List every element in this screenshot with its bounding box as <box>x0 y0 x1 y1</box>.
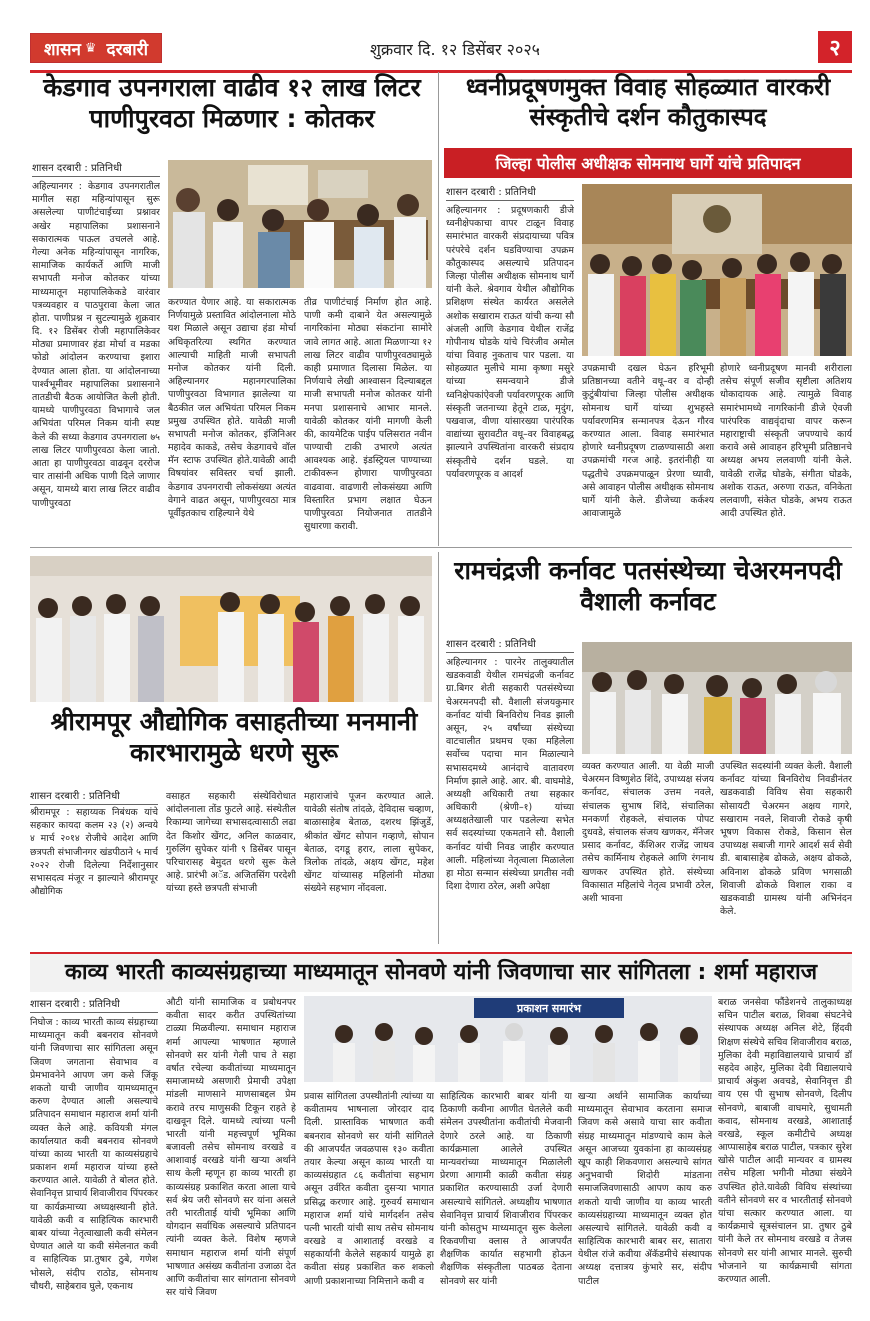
story4-byline: शासन दरबारी : प्रतिनिधी <box>446 636 574 653</box>
story4-col3: उपस्थित सदस्यांनी व्यक्त केली. वैशाली कर्नावट यांच्या बिनविरोध निवडीनंतर खडकवाडी विविध सेवा सहकारी सोसायटी चेअरमन अक्षय गागरे, सखाराम नवले, शिवाजी रोकडे कृषी भूषण विकास रोकडे, किसान सेल उपाध्यक्ष सबाजी गागरे आदर्श सर्व सेवी डी. बाबासाहेब ढोकळे, अक्षय ढोकळे, अविनाश ढोकळे प्रविण भगसाळी शिवाजी ढोकळे विशाल राका व खडकवाडी ग्रामस्थ यांनी अभिनंदन केले. <box>720 761 852 918</box>
emblem-icon: ♛ <box>84 40 97 56</box>
issue-date: शुक्रवार दि. १२ डिसेंबर २०२५ <box>370 40 540 59</box>
story1-byline: शासन दरबारी : प्रतिनिधी <box>32 160 160 177</box>
masthead-logo <box>30 33 162 63</box>
story5-col1: निघोज : काव्य भारती काव्य संग्रहाच्या माध्यमातून कवी बबनराव सोनवणे यांनी जिवणाचा सार सांगितला असून जिवण जगताना सेवाभाव व प्रेमभावनेने आपण जग कसे जिंकू शकतो याची जाणीव यामध्यमातून करुण देण्यात आली असल्याचे प्रतिपादन समाधान महाराज शर्मा यांनी व्यक्त केले आहे. कवियत्री मंगल कार्यालयात कवी बबनराव सोनवणे यांच्या काव्य भारती या काव्यसंग्रहाचे प्रकाशन शर्मा महाराज यांच्या हस्ते करण्यात आले. यावेळी ते बोलत होते. सेवानिवृत्त प्राचार्य शिवाजीराव पिंपरकर या कार्यक्रमाच्या अध्यक्षस्थानी होते. यावेळी कवी व साहित्यिक कारभारी बाबर यांच्या नेतृत्वाखाली कवी संमेलन घेण्यात आले या कवी संमेलनात कवी व साहित्यिक प्रा.तुषार ठुबे, गणेश भोसले, संदीप राठोड, सोमनाथ चौधरी, साहेबराव घुले, एकनाथ <box>30 1017 158 1292</box>
brand-right: दरबारी <box>106 39 148 60</box>
column-divider <box>438 72 439 546</box>
story5-col4: साहित्यिक कारभारी बाबर यांनी या ठिकाणी कवीना आणीत घेतलेले कवी संमेलन उपस्थीतांना कवीतांची मेजवानी देणारे ठरले आहे. या ठिकाणी कार्यक्रमाला आलेले उपस्थित मान्यवरांच्या माध्यमातून मिळालेली प्रेरणा आगामी काळी कवीता संग्रह प्रकाशित करण्यासाठी उर्जा देणारी असल्याचे सांगितले. अध्यक्षीय भाषणात सेवानिवृत्त प्राचार्य शिवाजीराव पिंपरकर यांनी कोसतुभ माध्यमातून सुरू केलेला रिकवणीचा क्लास ते आजपर्यंत शैक्षणिक कार्यात सहभागी होऊन शैक्षणिक संस्कृतीला पाठबळ देताना सोनवणे सर यांनी <box>440 1091 572 1287</box>
story5-headline: काव्य भारती काव्यसंग्रहाच्या माध्यमातून सोनवणे यांनी जिवणाचा सार सांगितला : शर्मा महाराज <box>30 952 852 992</box>
story1-col3: तीव्र पाणीटंचाई निर्माण होत आहे. पाणी कमी दाबाने येत असल्यामुळे नागरिकांना मोठ्या संकटांना सामोरे जावे लागत आहे. आता मिळणाऱ्या १२ लाख लिटर वाढीव पाणीपुरवठ्यामुळे काही प्रमाणात दिलासा मिळेल. या निर्णयाचे लेखी आश्वासन दिल्याबद्दल माजी सभापती मनोज कोतकर यांनी मनपा प्रशासनाचे आभार मानले. यावेळी कोतकर यांनी मागणी केली की, कायमेटिक पाईप पलिसरात नवीन पाण्याची टाकी उभारणे अत्यंत आवश्यक आहे. इंडस्ट्रियल पाण्याच्या टाकीवरून होणारा पाणीपुरवठा वाढवावा. वाढणारी लोकसंख्या आणि विस्तारित प्रभाग लक्षात घेऊन पाणीपुरवठा नियोजनात तातडीने सुधारणा करावी. <box>304 297 432 533</box>
story5-col5: खऱ्या अर्थाने सामाजिक कार्याच्या माध्यमातून सेवाभाव करताना समाज जिवण कसे असावे याचा सार कवीता संग्रह माध्यमातून मांडण्याचे काम केले असून आजच्या युवकांना हा काव्यसंग्रह खूप काही शिकवणारा असल्याचे सांगत अनुभवाची शिदोरी मांडताना समाजजिवणासाठी आपण काय करु शकतो याची जाणीव या काव्य भारती काव्यसंग्रहाच्या माध्यमातून व्यक्त होत असल्याचे सांगितले. यावेळी कवी व साहित्यिक कारभारी बाबर सर, सातारा येथील रांजे कवीया ॲकॅडमीचे संस्थापक अध्यक्ष दत्तात्रय कुंभारे सर, संदीप पाटील <box>578 1091 712 1287</box>
story4-photo <box>582 642 852 754</box>
story5-col3: प्रवास सांगितला उपस्थीतांनी त्यांच्या या कवीतामय भाषनाला जोरदार दाद दिली. प्रास्ताविक भाषणात कवी बबनराव सोनवणे सर यांनी सांगितले की आजपर्यंत जवळपास १३० कवीता तयार केल्या असून काव्य भारती या काव्यसंग्रहात ८६ कवीतांचा सहभाग असून उर्वरित कवीता दुसऱ्या भागात प्रसिद्ध करणार आहे. गुरुवर्य समाधान महाराज शर्मा यांचे मार्गदर्शन तसेच पत्नी भारती यांची साथ तसेच सोमनाथ वरखडे व आशाताई वरखडे व सहकार्यानी केलेले सहकार्य यामुळे हा कवीता संग्रह प्रकाशित करु शकलो आणी प्रकाशनाच्या निमित्ताने कवी व <box>304 1091 434 1287</box>
story2-photo <box>582 184 852 356</box>
story2-byline: शासन दरबारी : प्रतिनिधी <box>446 184 574 201</box>
story4-headline: रामचंद्रजी कर्नावट पतसंस्थेच्या चेअरमनपदी वैशाली कर्नावट <box>454 556 842 617</box>
story2-col3: होणारे ध्वनीप्रदूषण मानवी शरीराला तसेच संपूर्ण सजीव सृष्टीला अतिशय धोकादायक आहे. त्यामुळे विवाह समारंभामध्ये नागरिकांनी डीजे ऐवजी पारंपरिक वाद्यवृंदाचा वापर करून महाराष्ट्राची संस्कृती जपण्याचे कार्य करावे असे आवाहन हरिभूमी प्रतिष्ठानचे अध्यक्ष अभय ललवाणी यांनी केले. यावेळी राजेंद्र घोडके, संगीता घोडके, अशोक राऊत, अरुणा राऊत, वनिकेता ललवाणी, संकेत घोडके, अभय राऊत आदी उपस्थित होते. <box>720 363 852 520</box>
story2-headline: ध्वनीप्रदूषणमुक्त विवाह सोहळ्यात वारकरी संस्कृतीचे दर्शन कौतुकास्पद <box>465 73 831 131</box>
story5-col6: बराळ जनसेवा फौंडेशनचे तालुकाध्यक्ष सचिन पाटील बराळ, शिवबा संघटनेचे संस्थापक अध्यक्ष अनिल शेटे, हिंदवी शिक्षण संस्थेचे सचिव शिवाजीराव बराळ, मुलिका देवी महाविद्यालयाचे प्राचार्य डॉ सहदेव आहेर, मुलिका देवी विद्यालयाचे प्राचार्य अंकुश अवचडे, सेवानिवृत्त डी वाय एस पी सुभाष सोनवणे, दिलीप सोनवणे, बाबाजी वाघमारे, सुधामती कवाद, सोमनाथ वरखडे, आशाताई वरखडे, स्कूल कमीटीचे अध्यक्ष आप्पासाहेब बराळ पाटील, पत्रकार सुरेश खोसे पाटील आदी मान्यवर व ग्रामस्थ तसेच महिला भगीनी मोठ्या संख्येने उपस्थित होते.यावेळी विविध संस्थांच्या वतीने सोनवणे सर व भारतीताई सोनवणे यांचा सत्कार करण्यात आला. या कार्यक्रमाचे सूत्रसंचालन प्रा. तुषार ठुबे यांनी केले तर सोमनाथ वरखडे व तेजस सोनवणे सर यांनी आभार मानले. सुरुची भोजनाने या कार्यक्रमाची सांगता करण्यात आली. <box>718 997 852 1285</box>
event-banner: प्रकाशन समारंभ <box>516 1001 582 1015</box>
story4-col2: व्यक्त करण्यात आली. या वेळी माजी चेअरमन विष्णुशेठ शिंदे, उपाध्यक्ष संजय कर्नावट, संचालक उत्तम नवले, संचालक सुभाष शिंदे, संचालिका मनकर्णा रोहकले, संचालक पोपट दुधवडे, संचालक संजय खणकर, मॅनेजर प्रसाद कर्नावट, कॅशिअर राजेंद्र जाधव तसेच कार्मिनाथ रोहकले आणि रंगनाथ खणकर उपस्थित होते. संस्थेच्या विकासात महिलांचे नेतृत्व प्रभावी ठरेल, अशी भावना <box>582 761 714 904</box>
page-number: २ <box>818 31 852 63</box>
story3-col3: महाराजांचे पूजन करण्यात आले. यावेळी संतोष तांदळे, देविदास चव्हाण, बाळासाहेब बेताळ, दशरथ झिंजुर्डे, श्रीकांत खेंगट सोपान गव्हाणे, सोपान बेताळ, दगडू हरार, लाला सुपेकर, त्रिलोक तांदळे, अक्षय खेंगट, महेश खेंगट यांच्यासह महिलांनी मोठ्या संख्येने सहभाग नोंदवला. <box>304 791 434 895</box>
column-divider <box>438 552 439 944</box>
story3-headline: श्रीरामपूर औद्योगिक वसाहतीच्या मनमानी कारभारामुळे धरणे सुरू <box>50 707 418 768</box>
story3-col2: वसाहत सहकारी संस्थेविरोधात आंदोलनाला तोंड फुटले आहे. संस्थेतील रिकाम्या जागेच्या सभासदत्वासाठी लढा देत किशोर खेंगट, अनिल काळवार, गुरुलिंग सुपेकर यांनी ९ डिसेंबर पासून परिचारासह बेमुदत धरणे सुरू केले आहे. प्रारंभी अॅड. अजितसिंग परदेशी यांच्या हस्ते छत्रपती संभाजी <box>166 791 296 895</box>
story1-headline: केडगाव उपनगराला वाढीव १२ लाख लिटर पाणीपुरवठा मिळणार : कोतकर <box>43 73 421 134</box>
story4-col1: अहिल्यानगर : पारनेर तालुक्यातील खडकवाडी येथील रामचंद्रजी कर्नावट ग्रा.बिगर शेती सहकारी पतसंस्थेच्या चेअरमनपदी सौ. वैशाली संजयकुमार कर्नावट यांची बिनविरोध निवड झाली असून, २५ वर्षांच्या संस्थेच्या वाटचालीत प्रथमच एका महिलेला सर्वोच्च पदाचा मान मिळाल्याने सभासदमध्ये आनंदाचे वातावरण निर्माण झाले आहे. आर. बी. वाघमोडे, अध्यक्षी अधिकारी तथा सहकार अधिकारी (श्रेणी–१) यांच्या अध्यक्षतेखाली पार पडलेल्या सभेत सर्व सदस्यांच्या एकमताने सौ. वैशाली कर्नावट यांची निवड जाहीर करण्यात आली. महिलांच्या नेतृत्वाला मिळालेला हा मोठा सन्मान संस्थेच्या प्रगतीस नवी दिशा देणारा ठरेल, अशी अपेक्षा <box>446 657 574 893</box>
story5-photo <box>304 996 712 1082</box>
story5-col2: औटी यांनी सामाजिक व प्रबोधनपर कवीता सादर करीत उपस्थितांच्या टाळ्या मिळवील्या. समाधान महाराज शर्मा आपल्या भाषणात म्हणाले सोनवणे सर यांनी गेली पाच ते सहा वर्षात रचेल्या कवीतांच्या माध्यमातून समाजामध्ये असणारी प्रेमाची उपेक्षा मांडली माणसाने माणसाबद्दल प्रेम करावे तरच माणुसकी टिकून राहते हे दाखवून दिले. यामध्ये त्यांच्या पत्नी भारती यांनी महत्त्वपूर्ण भूमिका बजावली तसेच सोमनाथ वरखडे व आशावाई वरखडे यांनी खऱ्या अर्थाने साथ केली म्हणून हा काव्य भारती हा काव्यसंग्रह प्रकाशित करता आला याचे सर्व श्रेय जरी सोनवणे सर यांना असले तरी भारतीताई यांची भूमिका आणि योगदान सर्वाधिक असल्याचे प्रतिपादन त्यांनी व्यक्त केले. विशेष म्हणजे समाधान महाराज शर्मा यांनी संपूर्ण भाषणात असंख्य कवीतांना उजाळा देत आणि कवीतांचा सार सांगताना सोनवणे सर यांचे जिवण <box>166 997 296 1299</box>
story1-col2: करण्यात येणार आहे. या सकारात्मक निर्णयामुळे प्रस्तावित आंदोलनाला मोठे यश मिळाले असून उद्याचा हंडा मोर्चा अधिकृतरित्या स्थगित करण्यात आल्याची माहिती माजी सभापती मनोज कोतकर यांनी दिली. अहिल्यानगर महानगरपालिका पाणीपुरवठा विभागात झालेल्या या बैठकीत जल अभियंता परिमल निकम प्रमुख उपस्थित होते. यावेळी माजी सभापती मनोज कोतकर, इंजिनिअर महादेव काकडे, तसेच केडगावचे वॉल मॅन स्टाफ उपस्थित होते.यावेळी आदी विषयांवर सविस्तर चर्चा झाली. केडगाव उपनगराची लोकसंख्या अत्यंत वेगाने वाढत असून, पाणीपुरवठा मात्र पूर्वीइतकाच राहिल्याने येथे <box>168 297 296 519</box>
story1-col1: अहिल्यानगर : केडगाव उपनगरातील मागील सहा महिन्यांपासून सुरू असलेल्या पाणीटंचाईच्या प्रश्नावर अखेर महापालिका प्रशासनाने सकारात्मक पाऊल उचलले आहे. गेल्या अनेक महिन्यांपासून नागरिक, सामाजिक कार्यकर्ते आणि माजी सभापती मनोज कोतकर यांच्या माध्यमातून महापालिकेकडे वारंवार पत्रव्यवहार व पाठपुरावा केला जात होता. पाणीप्रश्न न सुटल्यामुळे शुक्रवार दि. १२ डिसेंबर रोजी महापालिकेवर मोठ्या प्रमाणावर हंडा मोर्चा व मडका फोडो आंदोलन करण्याचा इशारा देण्यात आला होता. या आंदोलनाच्या पार्श्वभूमीवर महापालिका प्रशासनाने तातडीची बैठक आयोजित केली होती. यामध्ये पाणीपुरवठा विभागाचे जल अभियंता परिमल निकम यांनी स्पष्ट केले की सध्या केडगाव उपनगराला ७५ लाख लिटर पाणीपुरवठा केला जातो. आता हा पाणीपुरवठा वाढवून दररोज चार तासांनी अधिक पाणी दिले जाणार असून, यामध्ये बारा लाख लिटर वाढीव पाणीपुरवठा <box>32 181 160 509</box>
section-rule <box>30 547 852 548</box>
story2-col1: अहिल्यानगर : प्रदूषणकारी डीजे ध्वनीक्षेपकाचा वापर टाळून विवाह समारंभात वारकरी संप्रदायाच्या पवित्र परंपरेचे दर्शन घडविण्याचा उपक्रम कौतुकास्पद असल्याचे प्रतिपादन जिल्हा पोलीस अधीक्षक सोमनाथ घार्गे यांनी केले. श्रेवगाव येथील औद्योगिक प्रशिक्षण संस्थेत कार्यरत असलेले अशोक सखाराम राऊत यांची कन्या सौ अंजली आणि केडगाव येथील राजेंद्र गोपीनाथ घोडके यांचे चिरंजीव अमोल यांचा विवाह नुकताच पार पडला. या सोहळ्यात मुलीचे मामा कृष्णा मसुरे यांच्या समन्वयाने डीजे ध्वनिक्षेपकांऐवजी पर्यावरणपूरक आणि संस्कृती जतनाच्या हेतूने टाळ, मृदुंग, पखवाज, वीणा यांसारख्या पारंपरिक वाद्यांच्या सुरावटीत वधू–वर विवाहबद्ध झाल्याने उपस्थितांना वारकरी संप्रदाय संस्कृतीचे दर्शन घडले. या पर्यावरणपूरक व आदर्श <box>446 205 574 480</box>
brand-left: शासन <box>44 39 81 60</box>
story1-photo <box>168 160 432 288</box>
story3-byline: शासन दरबारी : प्रतिनिधी <box>30 788 158 805</box>
story5-byline: शासन दरबारी : प्रतिनिधी <box>30 996 158 1013</box>
story3-photo <box>30 556 432 702</box>
story2-col2: उपक्रमाची दखल घेऊन हरिभूमी प्रतिष्ठानच्या वतीने वधू–वर व दोन्ही कुटुंबीयांचा जिल्हा पोलीस अधीक्षक सोमनाथ घार्गे यांच्या शुभहस्ते पर्यावरणमित्र सन्मानपत्र देऊन गौरव करण्यात आला. विवाह समारंभात होणारे ध्वनीप्रदूषण टाळण्यासाठी अशा उपक्रमांची गरज आहे. इतरांनीही या पद्धतीचे उपक्रमपाळून प्रेरणा घ्यावी, असे आवाहन पोलीस अधीक्षक सोमनाथ घार्गे यांनी केले. डीजेच्या कर्कश्य आवाजामुळे <box>582 363 714 520</box>
story2-subheadline: जिल्हा पोलीस अधीक्षक सोमनाथ घार्गे यांचे प्रतिपादन <box>444 148 852 178</box>
story3-col1: श्रीरामपूर : सहाय्यक निबंधक यांचे सहकार कायदा कलम २३ (२) अन्वये ४ मार्च २०१४ रोजीचे आदेश आणि छत्रपती संभाजीनगर खंडपीठाने ५ मार्च २०२२ रोजी दिलेल्या निर्देशानुसार सभासदत्व मंजूर न झाल्याने श्रीरामपूर औद्योगिक <box>30 807 158 898</box>
